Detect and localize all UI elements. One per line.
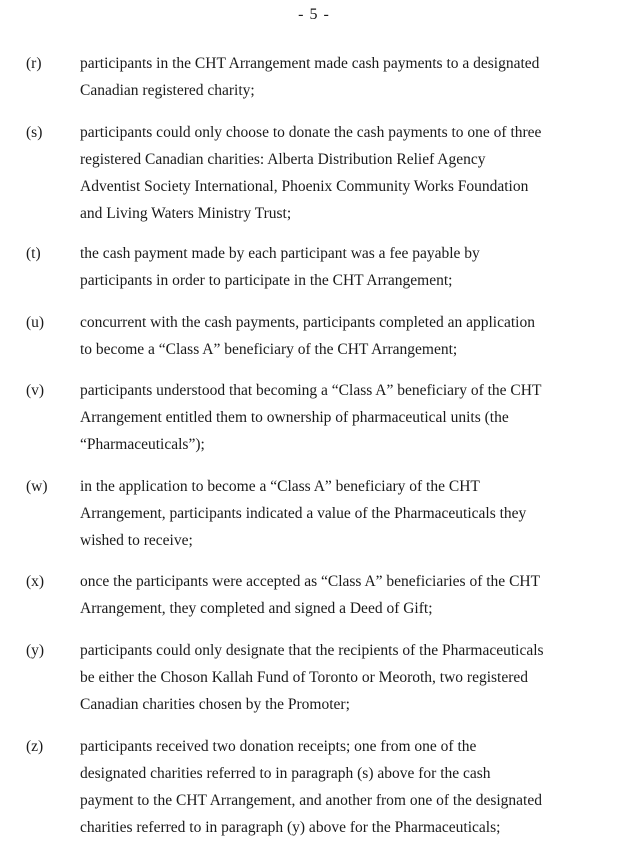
paragraph-text	[80, 637, 610, 718]
text-line: participants could only designate that the recipients of the Pharmaceuticals	[80, 642, 544, 659]
text-line: once the participants were accepted as “Class A” beneficiaries of the CHT	[80, 573, 541, 590]
paragraph-text	[80, 309, 610, 363]
paragraph-marker: (t)	[26, 245, 41, 262]
paragraph-text	[80, 50, 610, 104]
text-line: in the application to become a “Class A” beneficiary of the CHT	[80, 478, 480, 495]
text-line: Arrangement, participants indicated a value of the Pharmaceuticals they	[80, 505, 527, 522]
text-line: designated charities referred to in paragraph (s) above for the cash	[80, 765, 491, 782]
text-line: payment to the CHT Arrangement, and another from one of the designated	[80, 792, 542, 809]
text-line: participants in the CHT Arrangement made cash payments to a designated	[80, 55, 540, 72]
text-line: participants received two donation receipts; one from one of the	[80, 738, 477, 755]
page-number: - 5 -	[298, 6, 330, 23]
text-line: participants could only choose to donate the cash payments to one of three	[80, 124, 542, 141]
paragraph-marker: (u)	[26, 314, 45, 331]
paragraph-marker: (w)	[26, 478, 48, 495]
paragraph-text	[80, 240, 610, 294]
text-line: and Living Waters Ministry Trust;	[80, 205, 292, 222]
paragraph-marker: (z)	[26, 738, 44, 755]
paragraph-marker: (y)	[26, 642, 45, 659]
text-line: participants in order to participate in the CHT Arrangement;	[80, 272, 453, 289]
text-line: the cash payment made by each participant was a fee payable by	[80, 245, 480, 262]
text-line: wished to receive;	[80, 532, 193, 549]
paragraph-marker: (s)	[26, 124, 43, 141]
paragraph-marker: (v)	[26, 382, 45, 399]
paragraph-text	[80, 568, 610, 622]
text-line: Arrangement, they completed and signed a Deed of Gift;	[80, 600, 433, 617]
text-line: to become a “Class A” beneficiary of the CHT Arrangement;	[80, 341, 458, 358]
paragraph-marker: (x)	[26, 573, 45, 590]
paragraph-text	[80, 119, 610, 227]
text-line: Adventist Society International, Phoenix Community Works Foundation	[80, 178, 529, 195]
text-line: Arrangement entitled them to ownership of pharmaceutical units (the	[80, 409, 509, 426]
paragraph-text	[80, 733, 610, 841]
paragraph-text	[80, 473, 610, 554]
text-line: concurrent with the cash payments, participants completed an application	[80, 314, 535, 331]
text-line: charities referred to in paragraph (y) above for the Pharmaceuticals;	[80, 819, 501, 836]
text-line: Canadian charities chosen by the Promoter;	[80, 696, 350, 713]
paragraph-text	[80, 377, 610, 458]
text-line: “Pharmaceuticals”);	[80, 436, 205, 453]
text-line: registered Canadian charities: Alberta Distribution Relief Agency	[80, 151, 486, 168]
paragraph-marker: (r)	[26, 55, 42, 72]
text-line: Canadian registered charity;	[80, 82, 255, 99]
text-line: be either the Choson Kallah Fund of Toronto or Meoroth, two registered	[80, 669, 529, 686]
text-line: participants understood that becoming a “Class A” beneficiary of the CHT	[80, 382, 542, 399]
